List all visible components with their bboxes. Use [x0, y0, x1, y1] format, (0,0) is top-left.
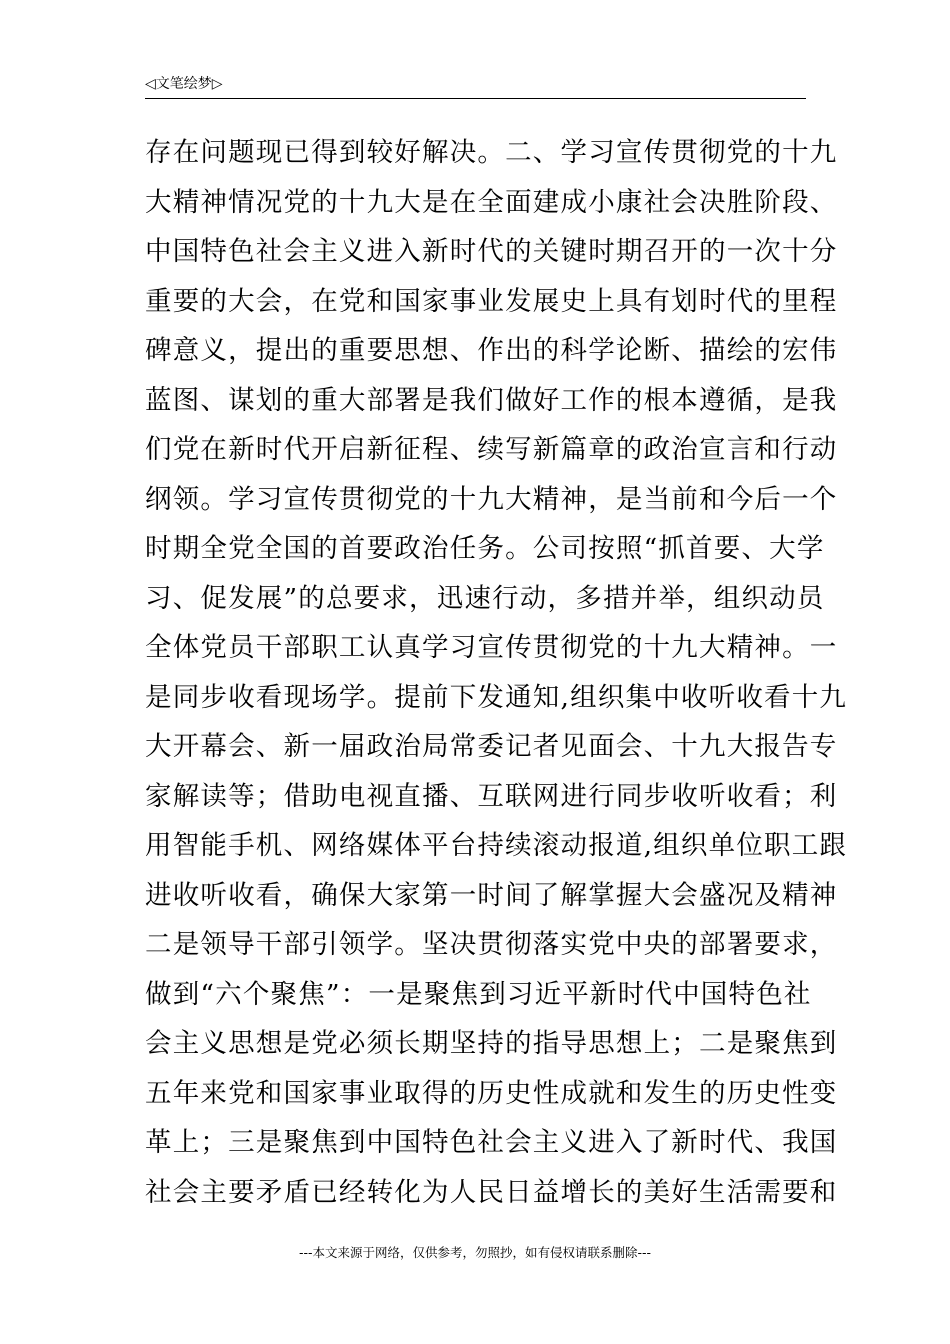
body-line: 蓝图、谋划的重大部署是我们做好工作的根本遵循，是我 — [145, 384, 838, 416]
body-line: 大开幕会、新一届政治局常委记者见面会、十九大报告专 — [145, 731, 838, 762]
body-line: 社会主要矛盾已经转化为人民日益增长的美好生活需要和 — [145, 1176, 838, 1208]
body-line: 们党在新时代开启新征程、续写新篇章的政治宣言和行动 — [145, 434, 838, 465]
body-line: 进收听收看，确保大家第一时间了解掌握大会盛况及精神 — [145, 879, 838, 911]
body-line: 纲领。学习宣传贯彻党的十九大精神，是当前和今后一个 — [145, 483, 838, 515]
body-line: 会主义思想是党必须长期坚持的指导思想上；二是聚焦到 — [145, 1028, 838, 1059]
body-line: 存在问题现已得到较好解决。二、学习宣传贯彻党的十九 — [145, 137, 838, 168]
footer-disclaimer: ---本文来源于网络，仅供参考，勿照抄，如有侵权请联系删除--- — [298, 1245, 652, 1260]
body-line: 家解读等；借助电视直播、互联网进行同步收听收看；利 — [145, 780, 838, 812]
body-line: 碑意义，提出的重要思想、作出的科学论断、描绘的宏伟 — [145, 335, 838, 366]
body-line: 二是领导干部引领学。坚决贯彻落实党中央的部署要求， — [145, 929, 838, 960]
page-header — [145, 74, 805, 98]
body-line: 是同步收看现场学。提前下发通知,组织集中收听收看十九 — [145, 681, 848, 713]
body-line: 做到“六个聚焦”：一是聚焦到习近平新时代中国特色社 — [145, 978, 812, 1010]
document-body — [145, 128, 848, 1217]
body-line: 大精神情况党的十九大是在全面建成小康社会决胜阶段、 — [145, 186, 838, 218]
body-line: 中国特色社会主义进入新时代的关键时期召开的一次十分 — [145, 236, 838, 267]
body-line: 重要的大会，在党和国家事业发展史上具有划时代的里程 — [145, 285, 838, 317]
body-line: 五年来党和国家事业取得的历史性成就和发生的历史性变 — [145, 1077, 838, 1109]
body-line: 全体党员干部职工认真学习宣传贯彻党的十九大精神。一 — [145, 632, 838, 663]
body-line: 习、促发展”的总要求，迅速行动，多措并举，组织动员 — [145, 582, 825, 614]
header-divider — [145, 98, 806, 99]
body-line: 时期全党全国的首要政治任务。公司按照“抓首要、大学 — [145, 533, 825, 564]
body-line: 用智能手机、网络媒体平台持续滚动报道,组织单位职工跟 — [145, 830, 848, 861]
body-line: 革上；三是聚焦到中国特色社会主义进入了新时代、我国 — [145, 1127, 838, 1158]
header-logo-text: ◁文笔绘梦▷ — [145, 76, 223, 92]
